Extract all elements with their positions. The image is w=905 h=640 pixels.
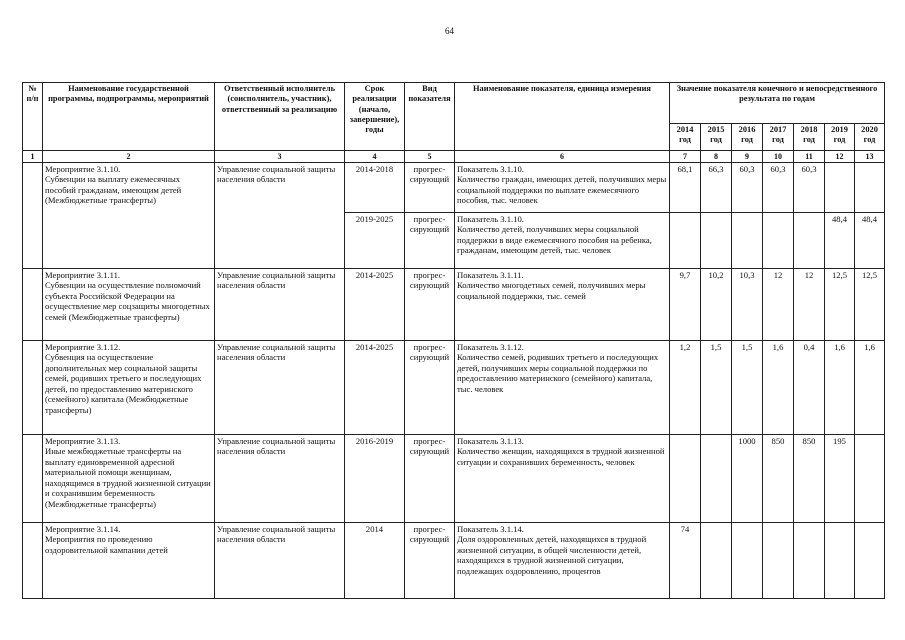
indicator-name: Показатель 3.1.10. Количество граждан, имеющих детей, получивших меры социальной поддержки по выплате ежемесячного пособия, тыс. человек <box>455 163 670 213</box>
executor: Управление социальной защиты населения области <box>215 341 345 435</box>
column-number: 9 <box>732 151 763 163</box>
indicator-kind: прогрес-сирующий <box>405 163 455 213</box>
year-value <box>701 523 732 599</box>
header-year: 2014 год <box>670 124 701 151</box>
column-number: 12 <box>825 151 855 163</box>
year-value: 850 <box>763 435 794 523</box>
year-value: 60,3 <box>763 163 794 213</box>
column-number: 5 <box>405 151 455 163</box>
year-value: 60,3 <box>794 163 825 213</box>
year-value <box>763 523 794 599</box>
year-value: 1,6 <box>825 341 855 435</box>
year-value <box>701 435 732 523</box>
year-value: 66,3 <box>701 163 732 213</box>
year-value: 1,5 <box>732 341 763 435</box>
header-year: 2016 год <box>732 124 763 151</box>
indicator-kind: прогрес-сирующий <box>405 213 455 269</box>
year-value: 9,7 <box>670 269 701 341</box>
column-number: 7 <box>670 151 701 163</box>
measure-name: Мероприятие 3.1.13. Иные межбюджетные трансферты на выплату единовременной адресной материальной помощи женщинам, находящимся в трудной жизненной ситуации и сохранившим беременность (Межбюджетные трансферты) <box>43 435 215 523</box>
year-value: 1000 <box>732 435 763 523</box>
year-value: 74 <box>670 523 701 599</box>
term: 2019-2025 <box>345 213 405 269</box>
year-value <box>794 213 825 269</box>
row-number <box>23 435 43 523</box>
year-value: 10,2 <box>701 269 732 341</box>
header-num: № п/п <box>23 83 43 151</box>
year-value: 10,3 <box>732 269 763 341</box>
header-year: 2018 год <box>794 124 825 151</box>
table-row <box>23 523 885 599</box>
year-value: 12 <box>794 269 825 341</box>
term: 2014-2018 <box>345 163 405 213</box>
header-year: 2015 год <box>701 124 732 151</box>
executor: Управление социальной защиты населения области <box>215 435 345 523</box>
year-value <box>763 213 794 269</box>
indicator-kind: прогрес-сирующий <box>405 341 455 435</box>
column-number: 3 <box>215 151 345 163</box>
column-number: 6 <box>455 151 670 163</box>
year-value: 68,1 <box>670 163 701 213</box>
year-value <box>825 163 855 213</box>
year-value: 12,5 <box>825 269 855 341</box>
indicator-name: Показатель 3.1.10. Количество детей, получивших меры социальной поддержки в виде ежемесячного пособия на ребенка, гражданам, имеющим детей, тыс. человек <box>455 213 670 269</box>
executor: Управление социальной защиты населения области <box>215 523 345 599</box>
year-value: 48,4 <box>855 213 885 269</box>
year-value <box>794 523 825 599</box>
header-executor: Ответственный исполнитель (соисполнитель, участник), ответственный за реализацию <box>215 83 345 151</box>
table-row <box>23 435 885 523</box>
term: 2016-2019 <box>345 435 405 523</box>
term: 2014-2025 <box>345 269 405 341</box>
table-row <box>23 341 885 435</box>
header-values-group: Значение показателя конечного и непосредственного результата по годам <box>670 83 885 124</box>
row-number <box>23 163 43 269</box>
column-number: 11 <box>794 151 825 163</box>
year-value: 60,3 <box>732 163 763 213</box>
measure-name: Мероприятие 3.1.10. Субвенции на выплату ежемесячных пособий гражданам, имеющим детей (Межбюджетные трансферты) <box>43 163 215 269</box>
year-value: 1,6 <box>855 341 885 435</box>
year-value <box>670 435 701 523</box>
year-value: 1,2 <box>670 341 701 435</box>
indicator-kind: прогрес-сирующий <box>405 435 455 523</box>
year-value: 12,5 <box>855 269 885 341</box>
year-value <box>825 523 855 599</box>
year-value: 48,4 <box>825 213 855 269</box>
measure-name: Мероприятие 3.1.12. Субвенция на осуществление дополнительных мер социальной защиты семей, родивших третьего и последующих детей, по предоставлению материнского (семейного) капитала (Межбюджетные трансферты) <box>43 341 215 435</box>
year-value: 0,4 <box>794 341 825 435</box>
header-term: Срок реализации (начало, завершение), годы <box>345 83 405 151</box>
year-value <box>670 213 701 269</box>
indicator-name: Показатель 3.1.13. Количество женщин, находящихся в трудной жизненной ситуации и сохранивших беременность, человек <box>455 435 670 523</box>
header-indicator: Наименование показателя, единица измерения <box>455 83 670 151</box>
year-value: 12 <box>763 269 794 341</box>
year-value: 195 <box>825 435 855 523</box>
header-year: 2019 год <box>825 124 855 151</box>
indicator-name: Показатель 3.1.11. Количество многодетных семей, получивших меры социальной поддержки, тыс. семей <box>455 269 670 341</box>
header-name: Наименование государственной программы, подпрограммы, мероприятий <box>43 83 215 151</box>
year-value: 1,5 <box>701 341 732 435</box>
indicator-kind: прогрес-сирующий <box>405 523 455 599</box>
page-number: 64 <box>445 26 454 36</box>
indicator-name: Показатель 3.1.14. Доля оздоровленных детей, находящихся в трудной жизненной ситуации, в общей численности детей, находящихся в трудной жизненной ситуации, подлежащих оздоровлению, процентов <box>455 523 670 599</box>
header-kind: Вид показателя <box>405 83 455 151</box>
indicator-name: Показатель 3.1.12. Количество семей, родивших третьего и последующих детей, получивших меры социальной поддержки по предоставлению материнского (семейного) капитала, тыс. человек <box>455 341 670 435</box>
header-year: 2020 год <box>855 124 885 151</box>
header-year: 2017 год <box>763 124 794 151</box>
row-number <box>23 523 43 599</box>
column-number: 4 <box>345 151 405 163</box>
column-number: 8 <box>701 151 732 163</box>
year-value: 1,6 <box>763 341 794 435</box>
term: 2014-2025 <box>345 341 405 435</box>
column-number: 10 <box>763 151 794 163</box>
row-number <box>23 341 43 435</box>
year-value <box>855 435 885 523</box>
term: 2014 <box>345 523 405 599</box>
column-number: 2 <box>43 151 215 163</box>
table-row <box>23 269 885 341</box>
year-value <box>732 523 763 599</box>
indicator-kind: прогрес-сирующий <box>405 269 455 341</box>
indicators-table <box>22 82 885 599</box>
measure-name: Мероприятие 3.1.11. Субвенции на осуществление полномочий субъекта Российской Федерации на осуществление мер соцзащиты многодетных семей (Межбюджетные трансферты) <box>43 269 215 341</box>
column-number: 13 <box>855 151 885 163</box>
measure-name: Мероприятие 3.1.14. Мероприятия по проведению оздоровительной кампании детей <box>43 523 215 599</box>
year-value: 850 <box>794 435 825 523</box>
executor: Управление социальной защиты населения области <box>215 269 345 341</box>
year-value <box>732 213 763 269</box>
executor: Управление социальной защиты населения области <box>215 163 345 269</box>
column-number: 1 <box>23 151 43 163</box>
row-number <box>23 269 43 341</box>
year-value <box>855 523 885 599</box>
year-value <box>701 213 732 269</box>
table-row <box>23 163 885 213</box>
year-value <box>855 163 885 213</box>
